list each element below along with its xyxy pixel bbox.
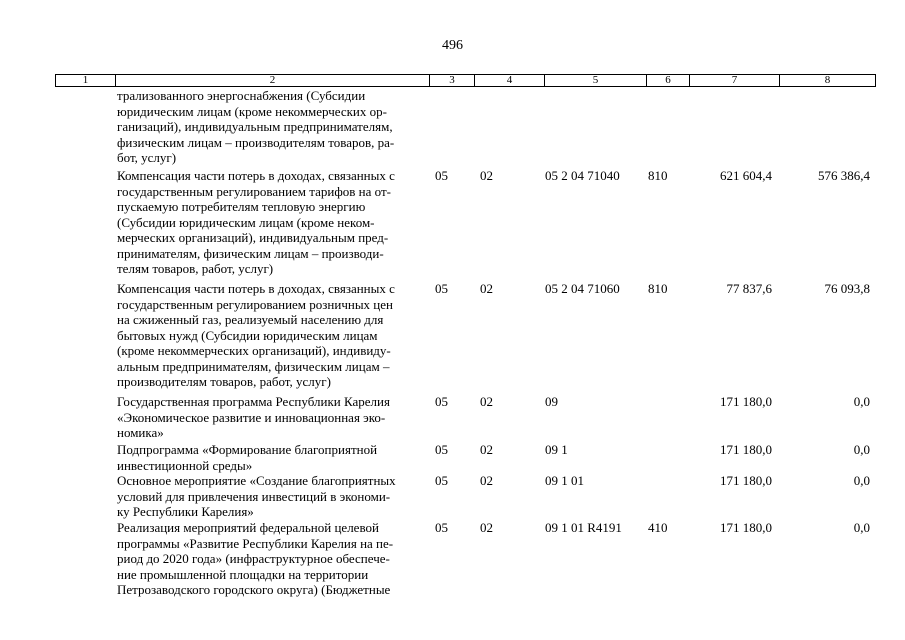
target-article-code: 09 1 bbox=[545, 442, 568, 457]
subsection-code: 02 bbox=[480, 442, 493, 457]
amount-column-7: 171 180,0 bbox=[720, 473, 772, 488]
amount-column-8: 576 386,4 bbox=[818, 168, 870, 183]
row-description: Государственная программа Республики Карелия «Экономическое развитие и инновационная эко- номика» bbox=[117, 394, 390, 440]
page-number: 496 bbox=[442, 38, 463, 53]
row-description: Реализация мероприятий федеральной целевой программы «Развитие Республики Карелия на пе- риод до 2020 года» (инфраструктурное обеспече- ние промышленной площадки на территории Петрозаводского городского округа) (Бюджетные bbox=[117, 520, 394, 597]
column-number-2: 2 bbox=[116, 75, 430, 87]
row-description: Компенсация части потерь в доходах, связанных с государственным регулированием тарифов на от- пускаемую потребителям тепловую энергию (Субсидии юридическим лицам (кроме неком- мерческих организаций), индивидуальным пред- принимателям, физическим лицам – производи- телям товаров, работ, услуг) bbox=[117, 168, 395, 276]
section-code: 05 bbox=[435, 520, 448, 535]
expense-type-code: 410 bbox=[648, 520, 668, 535]
target-article-code: 09 bbox=[545, 394, 558, 409]
column-number-7: 7 bbox=[690, 75, 780, 87]
amount-column-8: 76 093,8 bbox=[824, 281, 870, 296]
subsection-code: 02 bbox=[480, 394, 493, 409]
amount-column-8: 0,0 bbox=[853, 394, 870, 409]
column-number-3: 3 bbox=[430, 75, 475, 87]
column-number-4: 4 bbox=[475, 75, 545, 87]
row-description: трализованного энергоснабжения (Субсидии юридическим лицам (кроме некоммерческих ор- ганизаций), индивидуальным предпринимателям, физическим лицам – производителям товаров, ра- бот, услуг) bbox=[117, 88, 395, 165]
target-article-code: 05 2 04 71040 bbox=[545, 168, 620, 183]
amount-column-7: 171 180,0 bbox=[720, 442, 772, 457]
section-code: 05 bbox=[435, 442, 448, 457]
row-description: Подпрограмма «Формирование благоприятной инвестиционной среды» bbox=[117, 442, 378, 473]
column-number-6: 6 bbox=[647, 75, 690, 87]
section-code: 05 bbox=[435, 281, 448, 296]
row-description: Основное мероприятие «Создание благоприятных условий для привлечения инвестиций в экономи- ку Республики Карелия» bbox=[117, 473, 396, 519]
amount-column-8: 0,0 bbox=[853, 520, 870, 535]
amount-column-7: 171 180,0 bbox=[720, 520, 772, 535]
amount-column-7: 171 180,0 bbox=[720, 394, 772, 409]
subsection-code: 02 bbox=[480, 473, 493, 488]
subsection-code: 02 bbox=[480, 520, 493, 535]
row-description: Компенсация части потерь в доходах, связанных с государственным регулированием розничных цен на сжиженный газ, реализуемый населению для бытовых нужд (Субсидии юридическим лицам (кроме некоммерческих организаций), индивиду- альным предпринимателям, физическим лицам – производителям товаров, работ, услуг) bbox=[117, 281, 395, 389]
section-code: 05 bbox=[435, 168, 448, 183]
target-article-code: 09 1 01 bbox=[545, 473, 584, 488]
amount-column-8: 0,0 bbox=[853, 473, 870, 488]
subsection-code: 02 bbox=[480, 168, 493, 183]
section-code: 05 bbox=[435, 473, 448, 488]
expense-type-code: 810 bbox=[648, 168, 668, 183]
column-number-1: 1 bbox=[56, 75, 116, 87]
amount-column-7: 77 837,6 bbox=[726, 281, 772, 296]
expense-type-code: 810 bbox=[648, 281, 668, 296]
column-number-header bbox=[55, 74, 876, 87]
amount-column-7: 621 604,4 bbox=[720, 168, 772, 183]
section-code: 05 bbox=[435, 394, 448, 409]
subsection-code: 02 bbox=[480, 281, 493, 296]
column-number-8: 8 bbox=[780, 75, 876, 87]
column-number-5: 5 bbox=[545, 75, 647, 87]
target-article-code: 09 1 01 R4191 bbox=[545, 520, 622, 535]
target-article-code: 05 2 04 71060 bbox=[545, 281, 620, 296]
amount-column-8: 0,0 bbox=[853, 442, 870, 457]
